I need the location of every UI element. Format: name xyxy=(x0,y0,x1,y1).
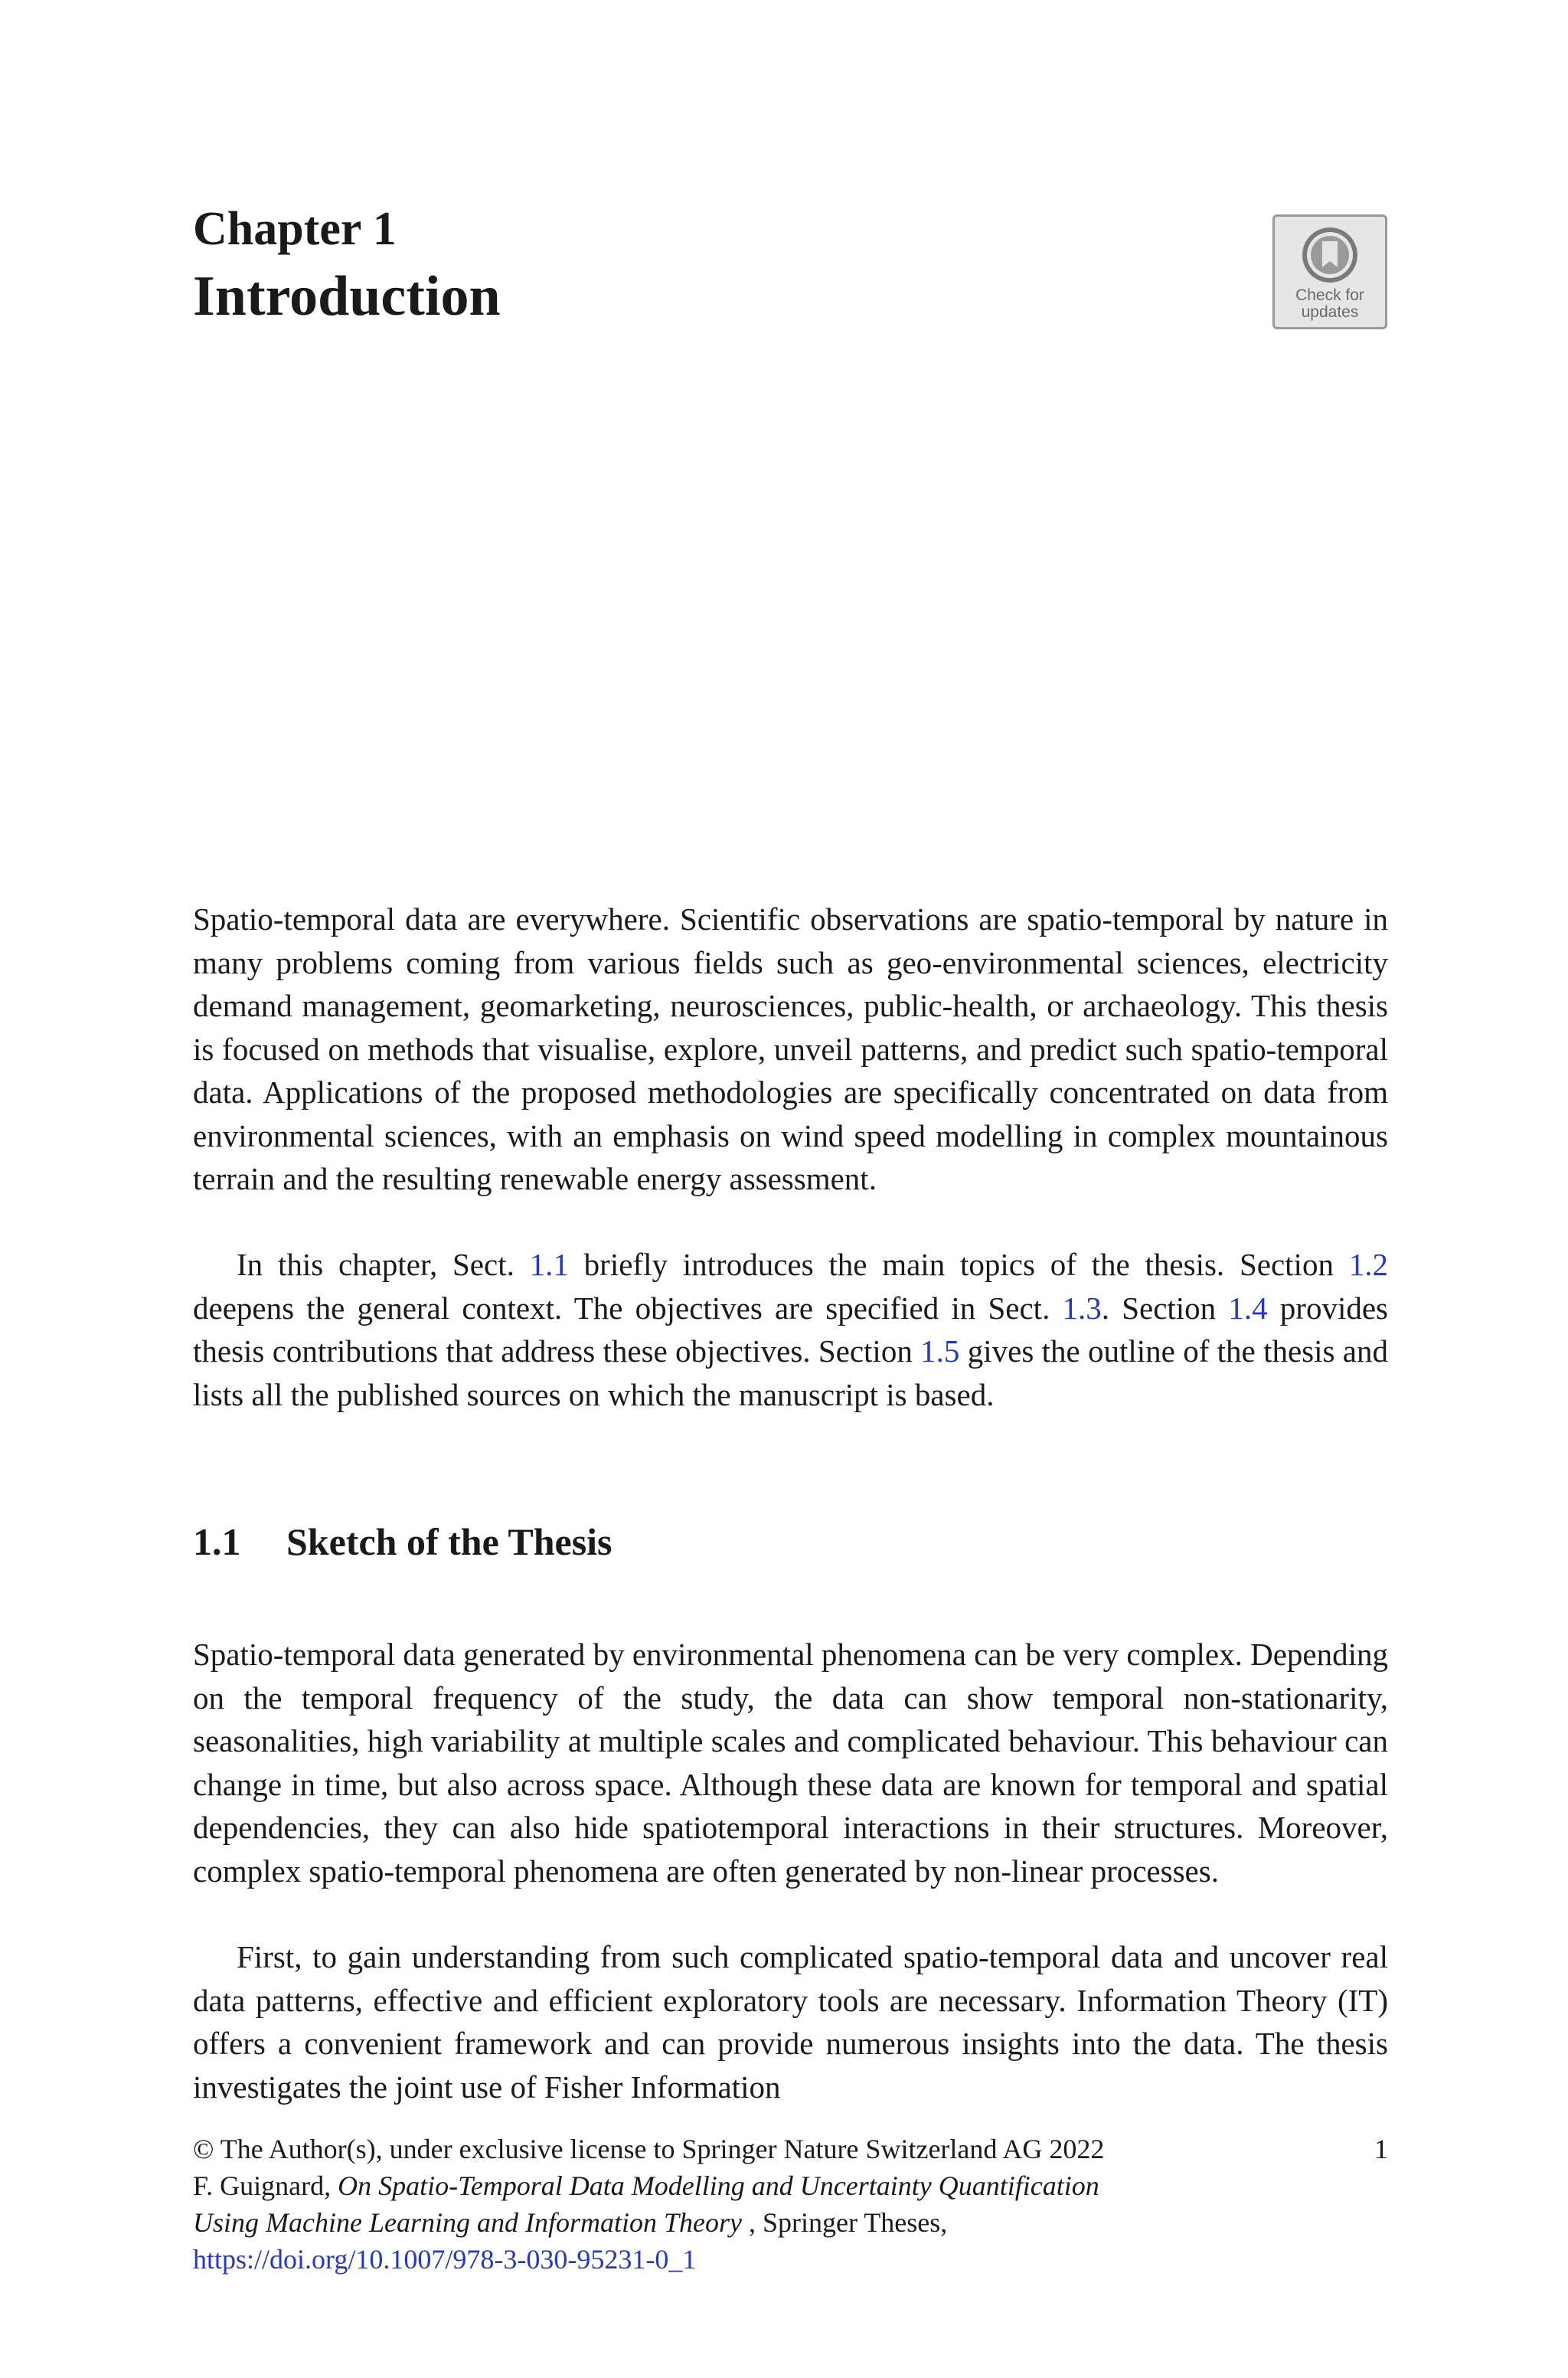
footer-copyright: © The Author(s), under exclusive license to Springer Nature Switzerland AG 2022 xyxy=(193,2134,1105,2164)
intro-p2-text-5: provides thesis contributions that address these objectives. Section xyxy=(193,1290,1388,1369)
section-number: 1.1 xyxy=(193,1520,241,1563)
bookmark-circle-icon xyxy=(1299,224,1361,286)
footer-book-title-2: Using Machine Learning and Information Theory xyxy=(193,2207,742,2238)
intro-p2-text-4: . Section xyxy=(1101,1290,1229,1326)
section-link-1-1[interactable]: 1.1 xyxy=(529,1247,569,1282)
intro-paragraph-2 xyxy=(193,1243,1388,1416)
footer-citation-line-2 xyxy=(193,2204,1388,2241)
page-number: 1 xyxy=(1374,2134,1388,2164)
check-for-updates-label: Check for updates xyxy=(1295,286,1364,321)
section-paragraph-1: Spatio-temporal data generated by environmental phenomena can be very complex. Depending on the temporal frequency of the study, the data can show temporal non-stationarity, seasonalities, high variability at multiple scales and complicated behaviour. This behaviour can change in time, but also across space. Although these data are known for temporal and spatial dependencies, they can also hide spatiotemporal interactions in their structures. Moreover, complex spatio-temporal phenomena are often generated by non-linear processes. xyxy=(193,1637,1388,1889)
section-paragraph-2: First, to gain understanding from such complicated spatio-temporal data and uncover real data patterns, effective and efficient exploratory tools are necessary. Information Theory (IT) offers a convenient framework and can provide numerous insights into the data. The thesis investigates the joint use of Fisher Information xyxy=(193,1939,1388,2105)
section-link-1-4[interactable]: 1.4 xyxy=(1228,1290,1268,1326)
check-for-updates-badge[interactable] xyxy=(1272,214,1387,329)
chapter-title: Introduction xyxy=(193,265,501,328)
section-link-1-5[interactable]: 1.5 xyxy=(920,1333,960,1369)
intro-p2-text-3: deepens the general context. The objectives are specified in Sect. xyxy=(193,1290,1063,1326)
section-link-1-2[interactable]: 1.2 xyxy=(1348,1247,1388,1282)
chapter-label: Chapter 1 xyxy=(193,203,397,255)
intro-paragraph-1: Spatio-temporal data are everywhere. Scientific observations are spatio-temporal by nature in many problems coming from various fields such as geo-environmental sciences, electricity demand management, geomarketing, neurosciences, public-health, or archaeology. This thesis is focused on methods that visualise, explore, unveil patterns, and predict such spatio-temporal data. Applications of the proposed methodologies are specifically concentrated on data from environmental sciences, with an emphasis on wind speed modelling in complex mountainous terrain and the resulting renewable energy assessment. xyxy=(193,901,1388,1196)
intro-p2-text-2: briefly introduces the main topics of the thesis. Section xyxy=(568,1247,1349,1282)
footer-author: F. Guignard, xyxy=(193,2170,338,2201)
intro-p2-text-1: In this chapter, Sect. xyxy=(237,1247,530,1282)
section-title: Sketch of the Thesis xyxy=(286,1520,612,1563)
section-link-1-3[interactable]: 1.3 xyxy=(1062,1290,1102,1326)
footer-doi-link[interactable]: https://doi.org/10.1007/978-3-030-95231-0_1 xyxy=(193,2244,697,2275)
footer-citation-line-1 xyxy=(193,2167,1388,2204)
section-heading xyxy=(193,1520,612,1563)
intro-p2-text-6: gives the outline of the thesis and lists all the published sources on which the manuscript is based. xyxy=(193,1333,1388,1412)
footer-book-title-1: On Spatio-Temporal Data Modelling and Uncertainty Quantification xyxy=(338,2170,1099,2201)
footer xyxy=(193,2131,1388,2278)
footer-series: , Springer Theses, xyxy=(741,2207,948,2238)
